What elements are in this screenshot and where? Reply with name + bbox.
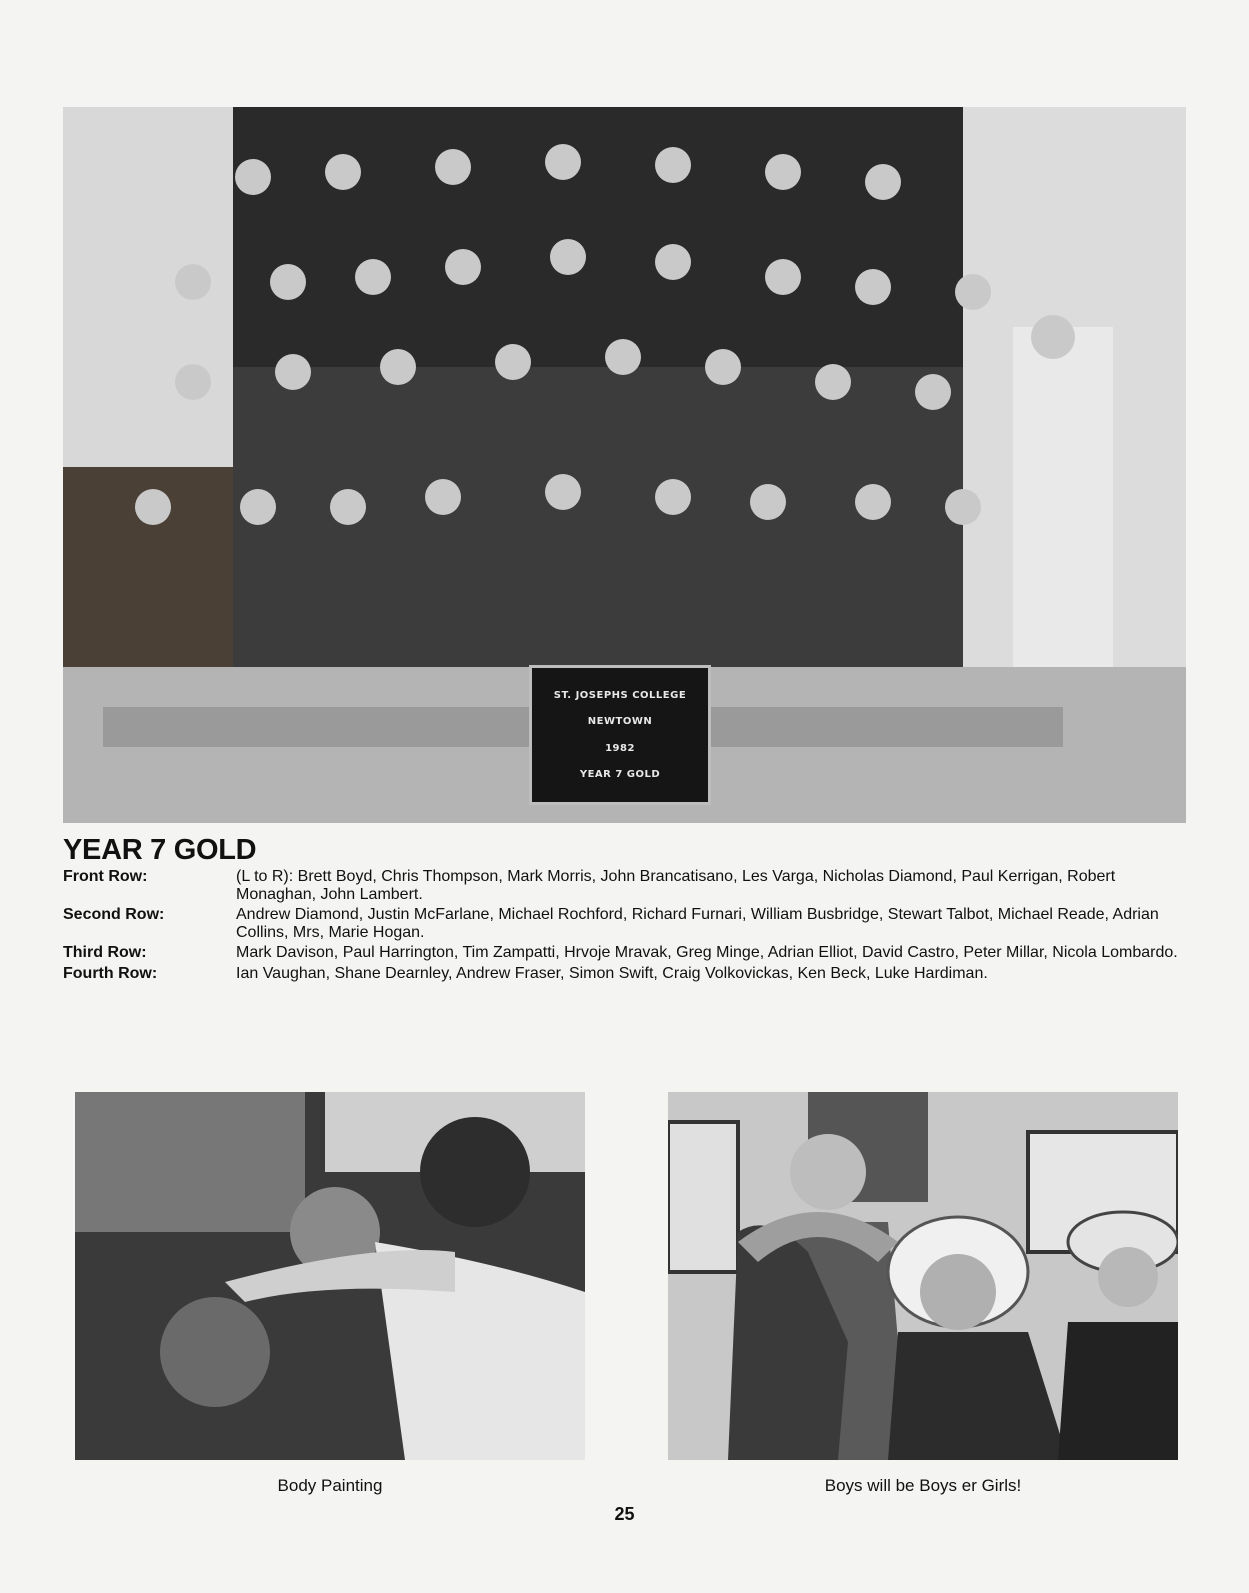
row-names: Mark Davison, Paul Harrington, Tim Zampatti, Hrvoje Mravak, Greg Minge, Adrian Elliot, David Castro, Peter Millar, Nicola Lombardo. [236, 944, 1178, 961]
sign-line: 1982 [605, 742, 635, 754]
row-label: Front Row: [63, 868, 148, 885]
row-names: Ian Vaughan, Shane Dearnley, Andrew Fraser, Simon Swift, Craig Volkovickas, Ken Beck, Luke Hardiman. [236, 964, 988, 982]
photo-caption: Boys will be Boys er Girls! [824, 1476, 1022, 1495]
body-painting-photo [75, 1092, 585, 1460]
sign-line: YEAR 7 GOLD [579, 769, 661, 781]
row-entry [63, 965, 1188, 983]
row-label: Second Row: [63, 906, 165, 923]
page-heading: YEAR 7 GOLD [63, 834, 257, 866]
row-entry [63, 868, 1188, 903]
page-number: 25 [614, 1504, 635, 1524]
body-painting-illustration [75, 1092, 585, 1460]
row-label: Third Row: [63, 944, 147, 961]
photo-caption: Body Painting [277, 1476, 383, 1495]
group-photo [63, 107, 1186, 823]
row-names: (L to R): Brett Boyd, Chris Thompson, Mark Morris, John Brancatisano, Les Varga, Nicholas Diamond, Paul Kerrigan, Robert Monaghan, John Lambert. [236, 868, 1116, 903]
row-names: Andrew Diamond, Justin McFarlane, Michael Rochford, Richard Furnari, William Busbridge, Stewart Talbot, Michael Reade, Adrian Collins, Mrs, Marie Hogan. [236, 906, 1159, 941]
dress-up-illustration [668, 1092, 1178, 1460]
row-entry [63, 944, 1188, 962]
row-entry [63, 906, 1188, 941]
row-label: Fourth Row: [63, 964, 158, 982]
names-list [63, 868, 1188, 985]
college-sign [529, 665, 711, 805]
sign-line: NEWTOWN [587, 716, 653, 728]
dress-up-photo [668, 1092, 1178, 1460]
sign-line: ST. JOSEPHS COLLEGE [553, 689, 687, 701]
